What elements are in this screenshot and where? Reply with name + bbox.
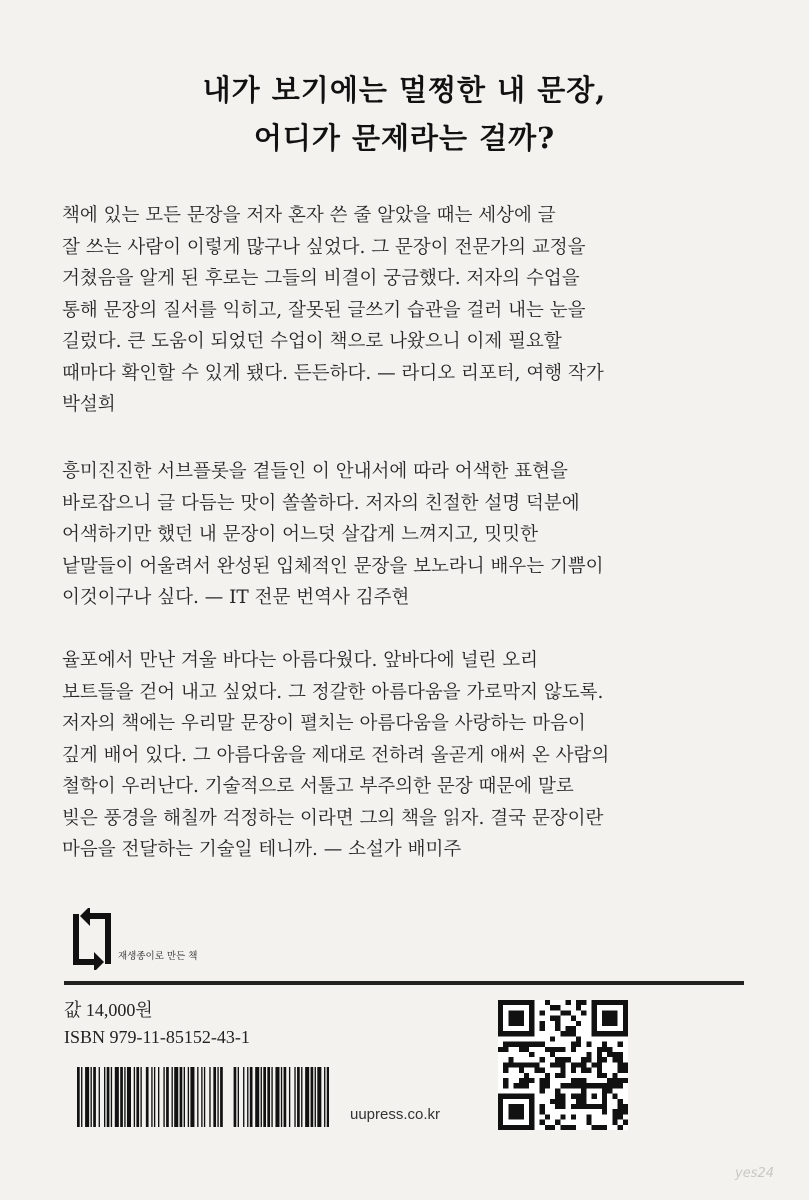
review-line: 마음을 전달하는 기술일 테니까. — 소설가 배미주 xyxy=(62,839,462,860)
review-line: 흥미진진한 서브플롯을 곁들인 이 안내서에 따라 어색한 표현을 xyxy=(62,461,568,482)
divider xyxy=(64,981,744,985)
review-line: 율포에서 만난 겨울 바다는 아름다웠다. 앞바다에 널린 오리 xyxy=(62,650,538,671)
review-line: 깊게 배어 있다. 그 아름다움을 제대로 전하려 올곧게 애써 온 사람의 xyxy=(62,744,610,766)
review-line: 저자의 책에는 우리말 문장이 펼치는 아름다움을 사랑하는 마음이 xyxy=(62,713,586,734)
qr-code-image xyxy=(498,1000,628,1130)
review-line: 바로잡으니 글 다듬는 맛이 쏠쏠하다. 저자의 친절한 설명 덕분에 xyxy=(62,492,580,514)
price: 값 14,000원 xyxy=(64,1000,153,1020)
review-1 xyxy=(62,200,762,421)
recycled-paper-badge xyxy=(70,908,198,970)
review-line: 빚은 풍경을 해칠까 걱정하는 이라면 그의 책을 읽자. 결국 문장이란 xyxy=(62,807,604,829)
review-line: 철학이 우러난다. 기술적으로 서툴고 부주의한 문장 때문에 말로 xyxy=(62,776,574,797)
headline-line-1: 내가 보기에는 멀쩡한 내 문장, xyxy=(202,73,607,107)
review-line: 낱말들이 어울려서 완성된 입체적인 문장을 보노라니 배우는 기쁨이 xyxy=(62,555,604,577)
review-line: 길렀다. 큰 도움이 되었던 수업이 책으로 나왔으니 이제 필요할 xyxy=(62,331,562,352)
review-2 xyxy=(62,456,762,614)
recycle-label: 재생종이로 만든 책 xyxy=(118,951,198,962)
review-line: 잘 쓰는 사람이 이렇게 많구나 싶었다. 그 문장이 전문가의 교정을 xyxy=(62,236,586,258)
review-line: 거쳤음을 알게 된 후로는 그들의 비결이 궁금했다. 저자의 수업을 xyxy=(62,268,580,289)
barcode-image xyxy=(77,1067,329,1127)
headline-line-2: 어디가 문제라는 걸까? xyxy=(253,121,556,155)
recycle-arrow-icon xyxy=(70,908,114,970)
publisher-website: uupress.co.kr xyxy=(350,1106,441,1123)
watermark: yes24 xyxy=(735,1166,775,1181)
price-isbn-block xyxy=(64,997,250,1051)
review-line: 보트들을 걷어 내고 싶었다. 그 정갈한 아름다움을 가로막지 않도록. xyxy=(62,681,604,703)
review-line: 박설희 xyxy=(62,394,116,415)
review-line: 때마다 확인할 수 있게 됐다. 든든하다. — 라디오 리포터, 여행 작가 xyxy=(62,362,604,384)
isbn: ISBN 979-11-85152-43-1 xyxy=(64,1027,250,1047)
review-line: 통해 문장의 질서를 익히고, 잘못된 글쓰기 습관을 걸러 내는 눈을 xyxy=(62,299,586,321)
review-line: 어색하기만 했던 내 문장이 어느덧 살갑게 느껴지고, 밋밋한 xyxy=(62,524,538,545)
review-line: 책에 있는 모든 문장을 저자 혼자 쓴 줄 알았을 때는 세상에 글 xyxy=(62,205,556,226)
review-3 xyxy=(62,645,762,866)
headline xyxy=(0,66,809,162)
review-line: 이것이구나 싶다. — IT 전문 번역사 김주현 xyxy=(62,587,410,608)
